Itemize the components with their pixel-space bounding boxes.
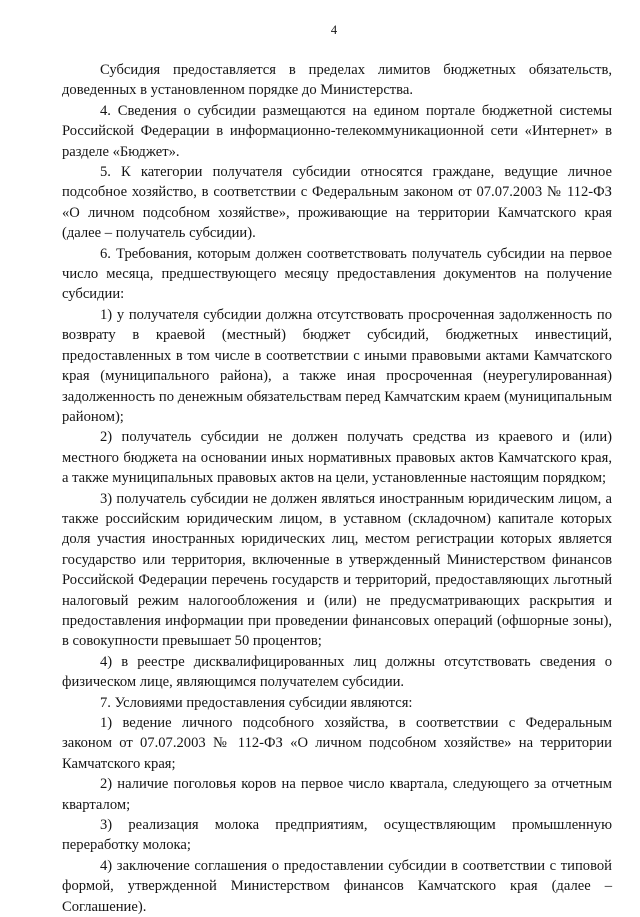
requirement-1-no-debt: 1) у получателя субсидии должна отсутствовать просроченная задолженность по возврату в краевой (местный) бюджет субсидий, бюджетных инвестиций, предоставленных в том числе в соответствии с иными правовыми актами Камчатского края (муниципального района), а также иная просроченная (неурегулированная) задолженность по денежным обязательствам перед Камчатским краем (муниципальным районом);: [62, 306, 612, 425]
paragraph-subsidy-limits: Субсидия предоставляется в пределах лимитов бюджетных обязательств, доведенных в установленном порядке до Министерства.: [62, 62, 612, 99]
paragraph-5-recipient-category: 5. К категории получателя субсидии относятся граждане, ведущие личное подсобное хозяйство, в соответствии с Федеральным законом от 07.07.2003 № 112-ФЗ «О личном подсобном хозяйстве», проживающие на территории Камчатского края (далее – получатель субсидии).: [62, 164, 612, 242]
requirement-2-no-other-funds: 2) получатель субсидии не должен получать средства из краевого и (или) местного бюджета на основании иных нормативных правовых актов Камчатского края, а также муниципальных правовых актов на цели, установленные настоящим порядком;: [62, 429, 612, 487]
paragraph-4-info-placement: 4. Сведения о субсидии размещаются на едином портале бюджетной системы Российской Федерации в информационно-телекоммуникационной сети «Интернет» в разделе «Бюджет».: [62, 102, 612, 160]
requirement-3-not-foreign-entity: 3) получатель субсидии не должен являться иностранным юридическим лицом, а также российским юридическим лицом, в уставном (складочном) капитале которых доля участия иностранных юридических лиц, местом регистрации которых является государство или территория, включенные в утвержденный Министерством финансов Российской Федерации перечень государств и территорий, предоставляющих льготный налоговый режим налогообложения и (или) не предусматривающих раскрытия и предоставления информации при проведении финансовых операций (офшорные зоны), в совокупности превышает 50 процентов;: [62, 490, 612, 650]
document-body: [62, 60, 612, 917]
page-number: 4: [330, 23, 338, 37]
condition-1-household: 1) ведение личного подсобного хозяйства, в соответствии с Федеральным законом от 07.07.2003 № 112-ФЗ «О личном подсобном хозяйстве» на территории Камчатского края;: [62, 715, 612, 772]
paragraph-7-conditions: 7. Условиями предоставления субсидии являются:: [100, 694, 413, 711]
condition-2-cattle: 2) наличие поголовья коров на первое число квартала, следующего за отчетным кварталом;: [62, 776, 612, 813]
condition-4-agreement: 4) заключение соглашения о предоставлении субсидии в соответствии с типовой формой, утвержденной Министерством финансов Камчатского края (далее – Соглашение).: [62, 857, 612, 915]
requirement-4-disqualified-registry: 4) в реестре дисквалифицированных лиц должны отсутствовать сведения о физическом лице, являющимся получателем субсидии.: [62, 653, 612, 691]
condition-3-milk-sales: 3) реализация молока предприятиям, осуществляющим промышленную переработку молока;: [62, 817, 612, 854]
paragraph-6-requirements: 6. Требования, которым должен соответствовать получатель субсидии на первое число месяца, предшествующего месяцу предоставления документов на получение субсидии:: [62, 245, 612, 303]
